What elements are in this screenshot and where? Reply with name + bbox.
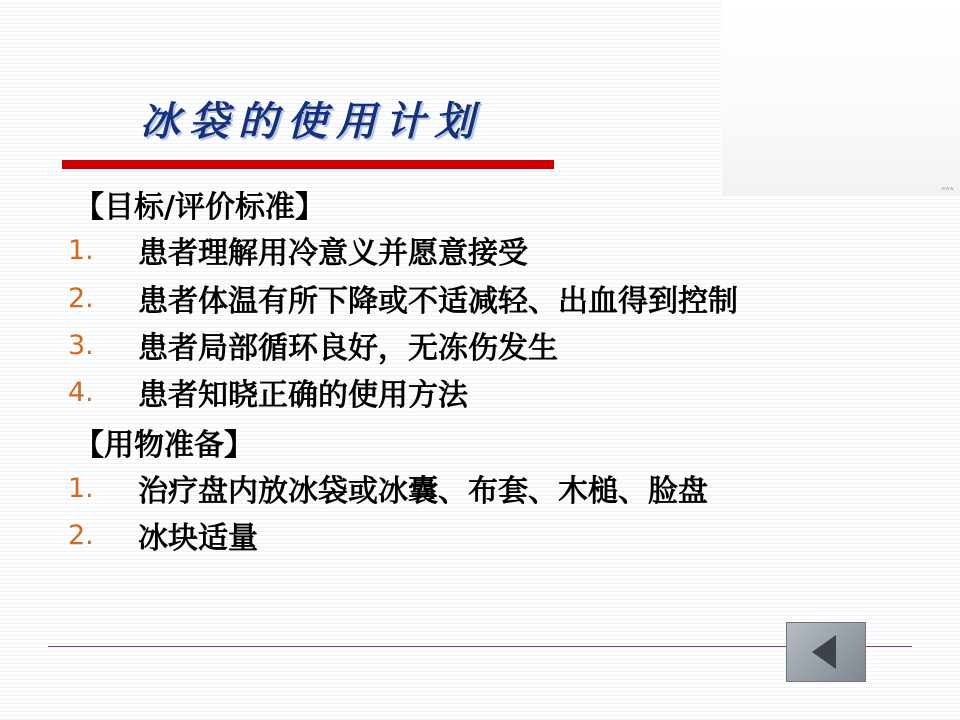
triangle-left-icon	[812, 635, 836, 669]
list-item	[66, 372, 906, 419]
supplies-list	[66, 468, 906, 563]
page-title: 冰袋的使用计划	[140, 99, 483, 145]
list-item	[66, 515, 906, 562]
list-item-number: 1.	[68, 472, 94, 504]
section-heading-goals: 【目标/评价标准】	[74, 190, 325, 225]
section-heading-supplies: 【用物准备】	[74, 427, 254, 463]
back-navigation-button[interactable]	[786, 622, 866, 682]
list-item-number: 4.	[68, 377, 94, 409]
photo-caption: www	[941, 186, 954, 192]
list-item	[66, 230, 906, 277]
list-item-number: 1.	[68, 235, 94, 267]
list-item-number: 3.	[68, 329, 94, 361]
list-item-number: 2.	[68, 282, 94, 314]
photo-background	[722, 0, 960, 196]
title-underline-bar	[62, 160, 554, 169]
list-item-text: 患者体温有所下降或不适减轻、出血得到控制	[138, 283, 738, 319]
list-item	[66, 278, 906, 325]
footer-divider	[48, 646, 912, 647]
list-item-text: 治疗盘内放冰袋或冰囊、布套、木槌、脸盘	[138, 473, 708, 509]
list-item-text: 患者局部循环良好，无冻伤发生	[138, 330, 558, 366]
hands-offering-roses-photo	[722, 0, 960, 196]
goals-list	[66, 230, 906, 420]
slide-body	[66, 188, 906, 563]
list-item-text: 患者知晓正确的使用方法	[138, 378, 468, 414]
list-item	[66, 325, 906, 372]
list-item-number: 2.	[68, 520, 94, 552]
list-item-text: 冰块适量	[138, 521, 258, 557]
list-item-text: 患者理解用冷意义并愿意接受	[138, 236, 528, 272]
list-item	[66, 468, 906, 515]
